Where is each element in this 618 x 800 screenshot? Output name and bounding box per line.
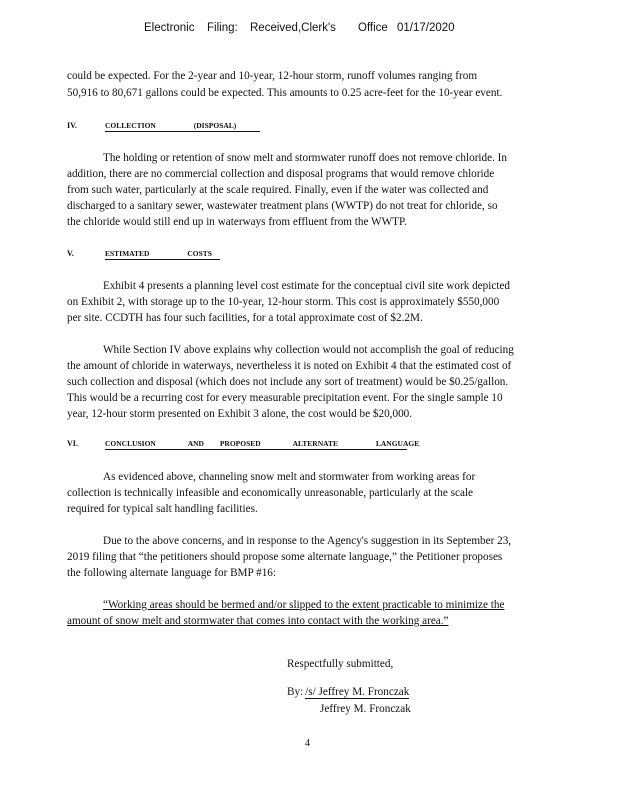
paragraph-line: on Exhibit 2, with storage up to the 10-year, 12-hour storm. This cost is approximately $550,000 [67,296,500,308]
proposed-language-quote-line: “Working areas should be bermed and/or slipped to the extent practicable to minimize the [103,599,505,611]
paragraph-line: 2019 filing that “the petitioners should propose some alternate language,” the Petitioner proposes [67,551,503,563]
paragraph-line: As evidenced above, channeling snow melt and stormwater from working areas for [103,471,476,483]
section-title-word: COSTS [187,249,212,258]
header-filing: Filing: [207,22,238,34]
section-number: IV. [67,121,77,130]
paragraph-line: per site. CCDTH has four such facilities, for a total approximate cost of $2.2M. [67,312,423,324]
section-title-word: LANGUAGE [375,439,420,448]
signature-electronic: /s/ Jeffrey M. Fronczak [305,686,410,698]
proposed-language-quote-line: amount of snow melt and stormwater that comes into contact with the working area.” [67,615,449,627]
paragraph-line: year, 12-hour storm presented on Exhibit 3 alone, the cost would be $20,000. [67,408,413,420]
section-title-word: ALTERNATE [292,439,338,448]
section-title-word: (DISPOSAL) [193,121,237,130]
body-line: could be expected. For the 2-year and 10-year, 12-hour storm, runoff volumes ranging from [67,70,478,82]
paragraph-line: This would be a recurring cost for every measurable precipitation event. For the single sample 10 [67,392,503,404]
paragraph-line: the chloride would still end up in waterways from effluent from the WWTP. [67,216,407,228]
paragraph-line: the amount of chloride in waterways, nevertheless it is noted on Exhibit 4 that the estimated cost of [67,360,512,372]
paragraph-line: collection is technically infeasible and economically unreasonable, particularly at the scale [67,487,474,499]
header-office: Office [358,22,388,34]
header-received: Received,Clerk's [250,22,336,34]
section-title-underline [105,121,260,132]
section-number: VI. [67,439,78,448]
paragraph-line: addition, there are no commercial collection and disposal programs that would remove chloride [67,168,495,180]
page-number: 4 [305,738,310,749]
section-title-word: ESTIMATED [105,249,150,258]
closing-text: Respectfully submitted, [287,658,394,670]
header-date: 01/17/2020 [397,22,455,34]
paragraph-line: Due to the above concerns, and in response to the Agency's suggestion in its September 23, [103,535,512,547]
signer-name: Jeffrey M. Fronczak [320,703,411,715]
section-title-underline [105,439,420,450]
paragraph-line: discharged to a sanitary sewer, wastewater treatment plans (WWTP) do not treat for chloride, so [67,200,498,212]
signature-line [287,686,409,699]
body-line: 50,916 to 80,671 gallons could be expected. This amounts to 0.25 acre-feet for the 10-year event. [67,87,503,99]
paragraph-line: from such water, particularly at the scale required. Finally, even if the water was collected and [67,184,489,196]
paragraph-line: Exhibit 4 presents a planning level cost estimate for the conceptual civil site work depicted [103,280,510,292]
section-title-word: COLLECTION [105,121,156,130]
section-title-word: CONCLUSION [105,439,156,448]
header-electronic: Electronic [144,22,195,34]
paragraph-line: the following alternate language for BMP #16: [67,567,276,579]
section-title-word: PROPOSED [219,439,261,448]
paragraph-line: such collection and disposal (which does not include any sort of treatment) would be $0.25/gallon. [67,376,509,388]
paragraph-line: required for typical salt handling facilities. [67,503,258,515]
signature-by-label: By: [287,686,304,698]
paragraph-line: The holding or retention of snow melt and stormwater runoff does not remove chloride. In [103,152,507,164]
paragraph-line: While Section IV above explains why collection would not accomplish the goal of reducing [103,344,514,356]
section-title-word: AND [187,439,204,448]
section-number: V. [67,249,74,258]
section-title-underline [105,249,220,260]
